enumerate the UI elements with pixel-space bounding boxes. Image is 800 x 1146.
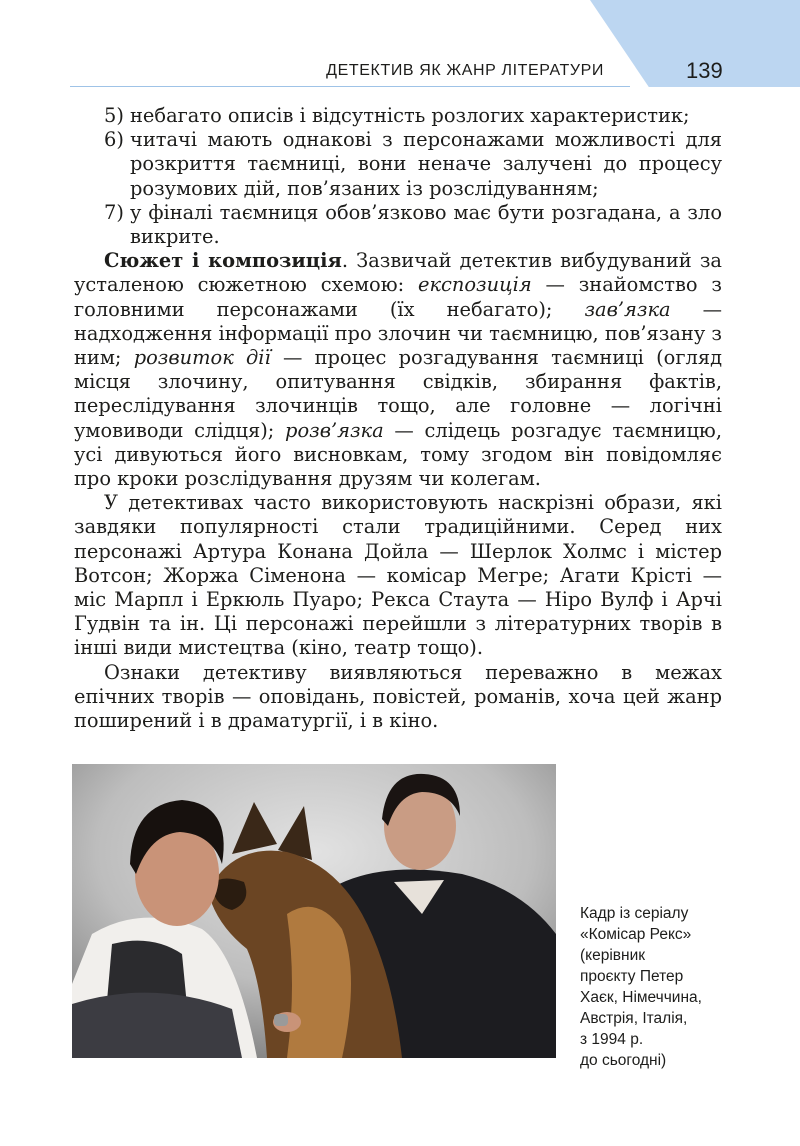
paragraph-text: — знайомство з головними персонажами (їх небагато); <box>74 273 722 321</box>
header-rule <box>70 86 630 87</box>
term-development: розвиток дії <box>133 346 271 370</box>
list-item <box>74 104 722 128</box>
genre-features-paragraph: Ознаки детективу виявляються переважно в межах епічних творів — оповідань, повістей, романів, хоча цей жанр поширений і в драматургії, і в кіно. <box>74 660 722 733</box>
page-number: 139 <box>686 58 723 83</box>
plot-composition-paragraph <box>74 249 722 491</box>
caption-line: до сьогодні) <box>580 1052 667 1069</box>
section-heading: Сюжет і композиція <box>104 249 342 273</box>
page-body <box>74 104 722 733</box>
caption-line: Кадр із серіалу <box>580 905 689 922</box>
term-setup: зав’язка <box>584 297 671 321</box>
caption-line: Австрія, Італія, <box>580 1010 688 1027</box>
list-item-number: 6) <box>104 128 124 152</box>
list-item <box>74 201 722 249</box>
caption-line: проєкту Петер <box>580 968 684 985</box>
paragraph-text: . Зазвичай детектив вибудуваний за усталеною сюжетною схемою: <box>74 249 722 297</box>
page-header <box>0 0 800 90</box>
caption-line: Хаєк, Німеччина, <box>580 989 702 1006</box>
recurring-characters-paragraph: У детективах часто використовують наскрізні образи, які завдяки популярності стали традиційними. Серед них персонажі Артура Конана Дойла — Шерлок Холмс і містер Вотсон; Жоржа Сіменона — комісар Мегре; Агати Крісті — міс Марпл і Еркюль Пуаро; Рекса Стаута — Ніро Вулф і Арчі Гудвін та ін. Ці персонажі перейшли з літературних творів в інші види мистецтва (кіно, театр тощо). <box>74 491 722 660</box>
caption-line: «Комісар Рекс» <box>580 926 692 943</box>
list-item-number: 7) <box>104 200 124 224</box>
film-still-photo <box>72 764 556 1058</box>
paragraph-text: — надходження інформації про злочин чи таємницю, пов’язану з ним; <box>74 297 722 370</box>
list-item-text: небагато описів і відсутність розлогих характеристик; <box>130 104 690 127</box>
paragraph-text: — процес розгадування таємниці (огляд місця злочину, опитування свідків, збирання фактів, переслідування злочинців тощо, але головне — логічні умовиводи слідця); <box>74 346 723 442</box>
caption-line: (керівник <box>580 947 646 964</box>
list-item <box>74 128 722 201</box>
term-resolution: розв’язка <box>285 418 384 442</box>
caption-line: з 1994 р. <box>580 1031 644 1048</box>
photo-caption <box>580 903 760 1071</box>
list-item-text: у фіналі таємниця обов’язково має бути розгадана, а зло викрите. <box>130 200 722 249</box>
film-still-illustration <box>72 764 556 1058</box>
term-exposition: експозиція <box>417 273 532 297</box>
list-item-text: читачі мають однакові з персонажами можливості для розкриття таємниці, вони неначе залучені до процесу розумових дій, пов’язаних із розслідуванням; <box>130 128 722 200</box>
running-title: ДЕТЕКТИВ ЯК ЖАНР ЛІТЕРАТУРИ <box>326 62 604 79</box>
paragraph-text: — слідець розгадує таємницю, усі дивуються його висновкам, тому згодом він повідомляє про кроки розслідування друзям чи колегам. <box>74 418 722 491</box>
list-item-number: 5) <box>104 104 124 127</box>
